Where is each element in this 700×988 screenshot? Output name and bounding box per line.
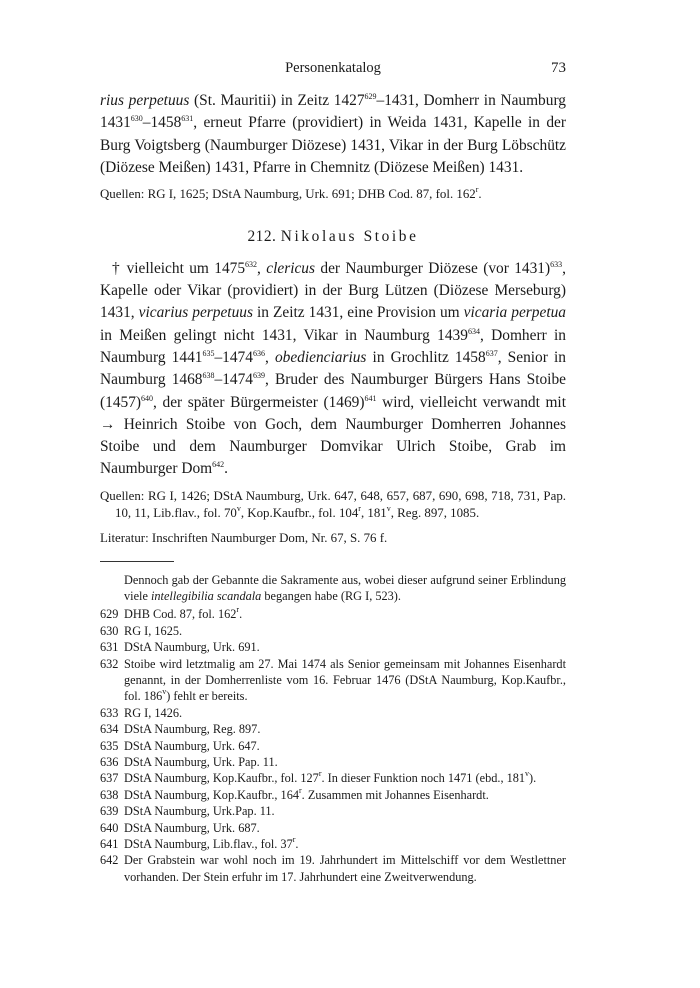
footnote	[100, 852, 566, 885]
text-span: ,	[257, 259, 267, 277]
text-span: .	[239, 607, 243, 622]
previous-entry-sources	[100, 186, 566, 204]
footnote-ref[interactable]: 642	[212, 460, 225, 470]
footnote-text	[124, 656, 566, 705]
footnote-ref[interactable]: 632	[245, 259, 258, 269]
latin-term: obedienciarius	[274, 348, 367, 366]
latin-term: vicarius perpetuus	[138, 304, 253, 322]
footnote-text	[124, 770, 566, 786]
text-span: , Kapelle oder Vikar (providiert) in der Burg Lützen (Diözese Merseburg) 1431,	[100, 259, 566, 322]
footnote-text: Der Grabstein war wohl noch im 19. Jahrhundert im Mittelschiff vor dem Westlettner vorhanden. Der Stein erfuhr im 17. Jahrhundert eine Zweitverwendung.	[124, 853, 566, 884]
text-span: DStA Naumburg, Kop.Kaufbr., fol. 127	[124, 771, 319, 786]
text-span: , erneut Pfarre (providiert) in Weida 1431, Kapelle in der Burg Voigtsberg (Naumburger Diözese) 1431, Vikar in der Burg Löbschütz (Diözese Meißen) 1431, Pfarre in Chemnitz (Diözese Meißen) 1431.	[100, 114, 566, 176]
footnote-ref[interactable]: 635	[202, 348, 215, 358]
footnote	[100, 803, 566, 819]
footnote-number: 633	[100, 705, 119, 720]
text-span: DHB Cod. 87, fol. 162	[124, 607, 237, 622]
text-span: ) fehlt er bereits.	[166, 689, 248, 704]
footnote-text: RG I, 1426.	[124, 705, 183, 720]
footnote-ref[interactable]: 637	[485, 348, 498, 358]
text-span: . Zusammen mit Johannes Eisenhardt.	[301, 787, 489, 802]
text-span: .	[224, 460, 228, 478]
text-span: , der später Bürgermeister (1469)	[153, 393, 365, 411]
text-span: , Bruder des Naumburger Bürgers Hans Stoibe (1457)	[100, 371, 566, 411]
footnote-text: DStA Naumburg, Urk. 691.	[124, 640, 260, 655]
footnote-number: 629	[100, 607, 119, 622]
footnote-ref[interactable]: 639	[252, 371, 265, 381]
footnote-number: 639	[100, 804, 119, 819]
latin-term: rius perpetuus	[100, 92, 190, 109]
footnote-ref[interactable]: 640	[141, 393, 154, 403]
text-span: , Senior in Naumburg 1468	[100, 348, 566, 389]
footnote-number: 642	[100, 853, 119, 868]
footnote-number: 638	[100, 787, 119, 802]
footnote-ref[interactable]: 634	[467, 326, 480, 336]
entry-literature: Literatur: Inschriften Naumburger Dom, Nr. 67, S. 76 f.	[100, 530, 388, 545]
latin-term: intellegibilia scandala	[150, 588, 262, 603]
footnote-number: 640	[100, 820, 119, 835]
folio-side: r	[475, 185, 479, 195]
text-span: .	[295, 837, 299, 852]
text-span: Stoibe wird letztmalig am 27. Mai 1474 als Senior gemeinsam mit Johannes Eisenhardt genannt, in der Domherrenliste vom 16. Februar 1476 (DStA Naumburg, Kop.Kaufbr., fol. 186	[124, 656, 566, 704]
footnote-number: 632	[100, 656, 119, 671]
text-span: . In dieser Funktion noch 1471 (ebd., 181	[321, 771, 526, 786]
latin-term: vicaria perpetua	[463, 304, 566, 322]
footnote-text: DStA Naumburg, Urk. 687.	[124, 820, 260, 835]
footnote-text: RG I, 1625.	[124, 623, 183, 638]
entry-sources	[100, 488, 566, 523]
footnote-number: 630	[100, 623, 119, 638]
footnote-text	[124, 787, 566, 803]
footnote-text: DStA Naumburg, Reg. 897.	[124, 722, 261, 737]
footnote-text: DStA Naumburg, Urk. Pap. 11.	[124, 755, 278, 769]
footnote	[100, 639, 566, 655]
footnotes	[100, 572, 566, 886]
text-span: Quellen: RG I, 1426; DStA Naumburg, Urk. 647, 648, 657, 687, 690, 698, 718, 731, Pap. 10, 11, Lib.flav., fol. 70	[100, 488, 566, 521]
footnote-ref[interactable]: 631	[181, 114, 194, 124]
footnote-ref[interactable]: 633	[550, 259, 563, 269]
page	[100, 60, 566, 885]
footnote	[100, 705, 566, 721]
footnote-text	[124, 836, 566, 852]
text-span: in Meißen gelingt nicht 1431, Vikar in Naumburg 1439	[100, 326, 468, 344]
footnote	[100, 606, 566, 622]
folio-side: r	[318, 769, 322, 779]
text-span: , Kop.Kaufbr., fol. 104	[240, 506, 359, 521]
text-span: ).	[529, 771, 537, 786]
text-span: .	[478, 187, 482, 202]
footnote-divider	[100, 561, 174, 562]
folio-side: r	[292, 835, 296, 845]
footnote-number: 637	[100, 771, 119, 786]
text-span: Quellen: RG I, 1625; DStA Naumburg, Urk. 691; DHB Cod. 87, fol. 162	[100, 187, 476, 202]
footnote-number: 631	[100, 640, 119, 655]
entry-name: Nikolaus Stoibe	[280, 227, 419, 245]
entry-heading	[100, 228, 566, 246]
folio-side: v	[386, 504, 391, 514]
text-span: wird, vielleicht verwandt mit → Heinrich Stoibe von Goch, dem Naumburger Domherren Johannes Stoibe und dem Naumburger Domvikar Ulrich Stoibe, Grab im Naumburger Dom	[100, 393, 566, 478]
entry-number: 212.	[247, 227, 277, 245]
text-span: (St. Mauritii) in Zeitz 1427	[189, 92, 365, 109]
text-span: ,	[264, 348, 275, 366]
footnote-ref[interactable]: 629	[364, 92, 377, 101]
text-span: –1458	[142, 114, 182, 132]
page-number: 73	[551, 60, 566, 76]
footnote-text: DStA Naumburg, Urk.Pap. 11.	[124, 804, 275, 819]
text-span: DStA Naumburg, Lib.flav., fol. 37	[124, 837, 293, 852]
text-span: , Domherr in Naumburg 1441	[100, 326, 566, 366]
folio-side: v	[236, 504, 241, 514]
running-title: Personenkatalog	[285, 60, 381, 76]
footnote	[100, 820, 566, 836]
footnote-ref[interactable]: 641	[364, 393, 377, 403]
footnote	[100, 656, 566, 705]
footnote-ref[interactable]: 630	[130, 114, 143, 124]
text-span: –1431, Domherr in Naumburg 1431	[100, 92, 566, 132]
running-head	[100, 60, 566, 84]
folio-side: r	[358, 504, 361, 514]
footnote	[100, 754, 566, 770]
footnote-text: DStA Naumburg, Urk. 647.	[124, 738, 260, 753]
text-span: –1474	[214, 371, 253, 389]
folio-side: r	[236, 605, 240, 615]
footnote-number: 634	[100, 722, 119, 737]
folio-side: v	[162, 687, 167, 697]
footnote-text	[124, 606, 566, 622]
footnote	[100, 721, 566, 737]
footnote-continuation	[100, 572, 566, 605]
text-span: begangen habe (RG I, 523).	[261, 588, 401, 603]
text-span: in Grochlitz 1458	[366, 348, 486, 366]
footnote-number: 641	[100, 837, 119, 852]
footnote	[100, 738, 566, 754]
footnote	[100, 623, 566, 639]
text-span: der Naumburger Diözese (vor 1431)	[315, 259, 551, 277]
footnote-number: 636	[100, 755, 119, 769]
footnote-number: 635	[100, 738, 119, 753]
folio-side: r	[299, 785, 302, 795]
footnote	[100, 770, 566, 786]
footnote	[100, 787, 566, 803]
footnote-ref[interactable]: 636	[252, 348, 265, 358]
text-span: –1474	[214, 348, 253, 366]
folio-side: v	[525, 769, 530, 779]
entry-biography	[100, 258, 566, 481]
text-span: , 181	[360, 506, 387, 521]
previous-entry-text	[100, 90, 566, 179]
footnote	[100, 836, 566, 852]
text-span: in Zeitz 1431, eine Provision um	[252, 304, 464, 322]
text-span: DStA Naumburg, Kop.Kaufbr., 164	[124, 787, 299, 802]
footnote-ref[interactable]: 638	[202, 371, 215, 381]
text-span: † vielleicht um 1475	[112, 259, 246, 277]
text-span: , Reg. 897, 1085.	[390, 506, 480, 521]
text-span: Dennoch gab der Gebannte die Sakramente aus, wobei dieser aufgrund seiner Erblindung viele	[124, 572, 566, 603]
latin-term: clericus	[266, 259, 315, 277]
